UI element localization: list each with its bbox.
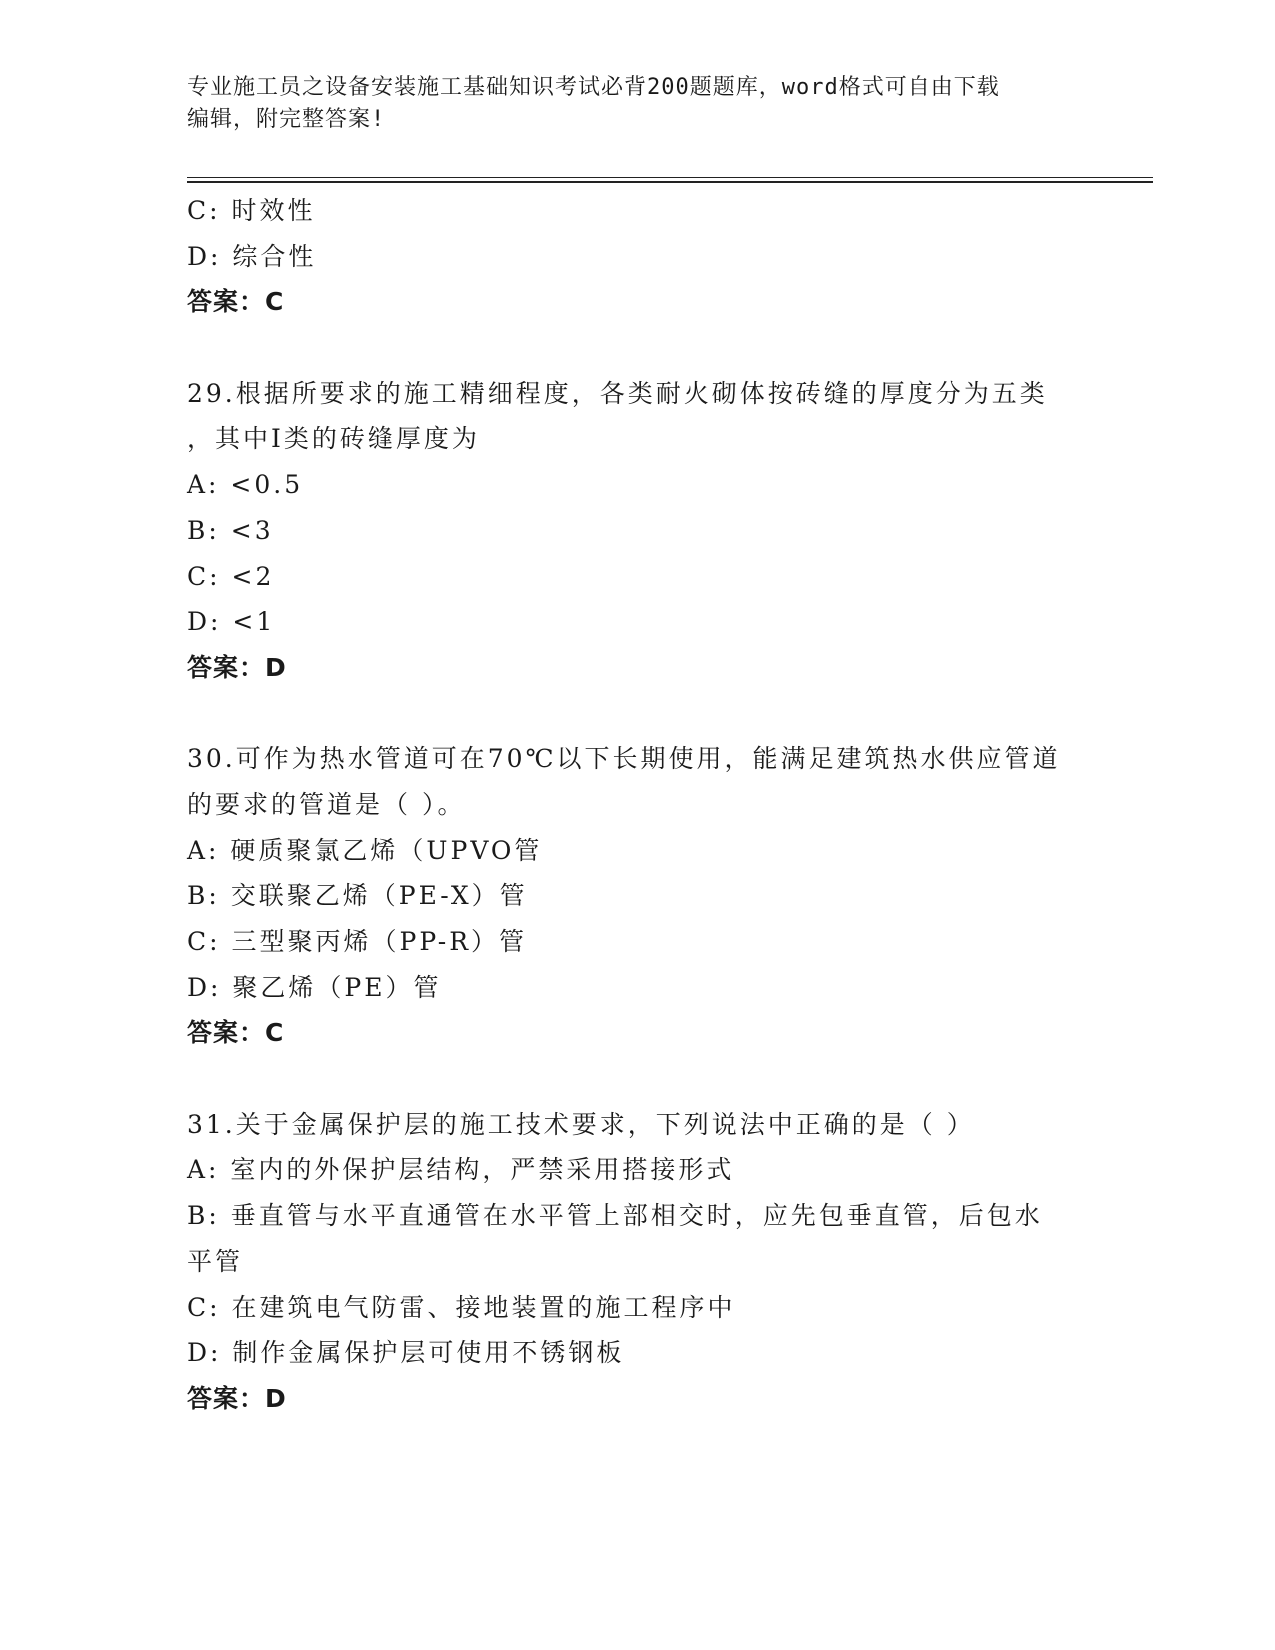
question-stem-continued: ，其中I类的砖缝厚度为 — [187, 424, 480, 454]
question-stem: 31.关于金属保护层的施工技术要求，下列说法中正确的是（ ） — [187, 1109, 975, 1139]
option-a: A: <0.5 — [187, 470, 304, 500]
question-stem-continued: 的要求的管道是（ ）。 — [187, 789, 466, 819]
option-d: D: 制作金属保护层可使用不锈钢板 — [187, 1338, 625, 1368]
question-31 — [187, 1102, 1087, 1422]
question-content — [187, 188, 1087, 1422]
option-d: D: <1 — [187, 607, 276, 637]
header-line-1: 专业施工员之设备安装施工基础知识考试必背200题题库，word格式可自由下载 — [187, 75, 1000, 100]
answer-line: 答案：C — [187, 287, 285, 317]
answer-line: 答案：D — [187, 652, 287, 682]
option-b: B: 交联聚乙烯（PE-X）管 — [187, 881, 528, 911]
option-c: C: 时效性 — [187, 196, 316, 225]
option-c: C: 在建筑电气防雷、接地装置的施工程序中 — [187, 1292, 736, 1322]
option-b: B: 垂直管与水平直通管在水平管上部相交时，应先包垂直管，后包水 — [187, 1201, 1043, 1231]
option-b: B: <3 — [187, 515, 274, 545]
option-c: C: <2 — [187, 561, 275, 591]
question-stem: 30.可作为热水管道可在70℃以下长期使用，能满足建筑热水供应管道 — [187, 744, 1061, 774]
header-divider-thick — [187, 181, 1153, 183]
question-30 — [187, 736, 1087, 1056]
page-header — [187, 72, 1067, 136]
header-divider-thin — [187, 177, 1153, 178]
question-28-fragment — [187, 188, 1087, 325]
answer-line: 答案：D — [187, 1383, 287, 1413]
header-line-2: 编辑，附完整答案! — [187, 107, 386, 132]
option-d: D: 综合性 — [187, 241, 317, 271]
option-a: A: 硬质聚氯乙烯（UPVO管 — [187, 835, 543, 865]
option-c: C: 三型聚丙烯（PP-R）管 — [187, 927, 528, 956]
answer-line: 答案：C — [187, 1018, 285, 1048]
spacer — [187, 1056, 1087, 1102]
question-29 — [187, 371, 1087, 691]
option-a: A: 室内的外保护层结构，严禁采用搭接形式 — [187, 1155, 735, 1185]
spacer — [187, 325, 1087, 371]
question-stem: 29.根据所要求的施工精细程度，各类耐火砌体按砖缝的厚度分为五类 — [187, 378, 1048, 408]
option-d: D: 聚乙烯（PE）管 — [187, 972, 442, 1002]
spacer — [187, 691, 1087, 737]
option-b-continued: 平管 — [187, 1246, 244, 1276]
